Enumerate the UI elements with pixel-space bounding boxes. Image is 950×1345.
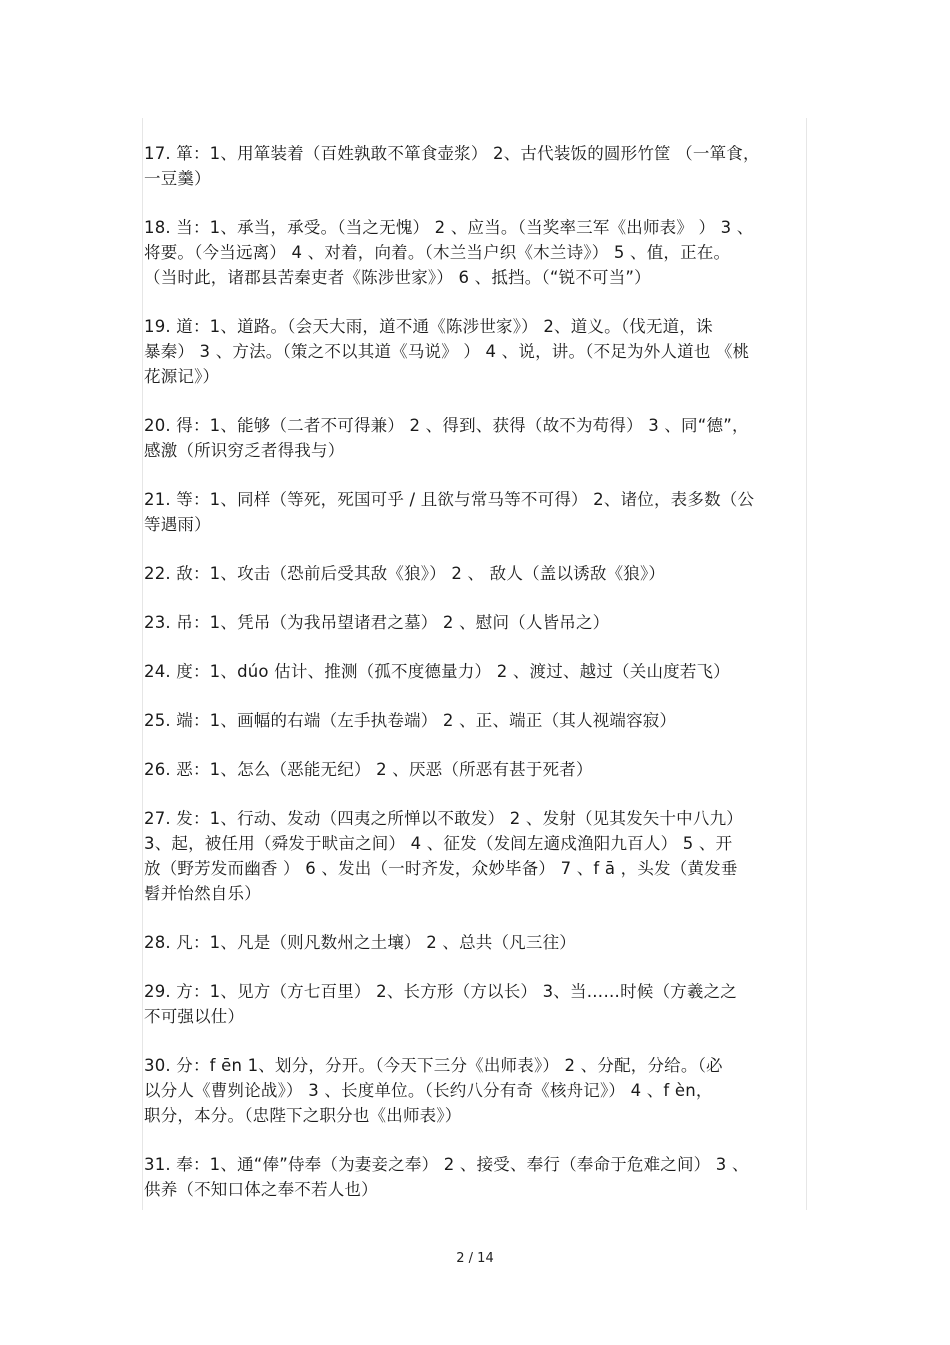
- entry-spacer: [144, 635, 808, 659]
- entry-text-line: 30. 分：f ēn 1、划分，分开。（今天下三分《出师表》） 2 、分配，分给。（必: [144, 1056, 723, 1075]
- entry-text-line: 感激（所识穷乏者得我与）: [144, 441, 345, 460]
- entry-spacer: [144, 1128, 808, 1152]
- vocabulary-entry: [144, 806, 808, 906]
- vocabulary-entry: [144, 708, 808, 733]
- entry-text-line: （当时此，诸郡县苦秦吏者《陈涉世家》） 6 、抵挡。（“锐不可当”）: [144, 268, 651, 287]
- entry-spacer: [144, 463, 808, 487]
- entry-text-line: 20. 得：1、能够（二者不可得兼） 2 、得到、获得（故不为苟得） 3 、同“德”，: [144, 416, 749, 435]
- vocabulary-entry-list: [144, 141, 808, 1202]
- vocabulary-entry: [144, 141, 808, 191]
- entry-text-line: 不可强以仕）: [144, 1007, 245, 1026]
- entry-text-line: 3、起，被任用（舜发于畎亩之间） 4 、征发（发闾左適戍渔阳九百人） 5 、开: [144, 834, 733, 853]
- entry-text-line: 以分人《曹刿论战》） 3 、长度单位。（长约八分有奇《核舟记》） 4 、f èn，: [144, 1081, 713, 1100]
- entry-text-line: 22. 敌：1、攻击（恐前后受其敌《狼》） 2 、 敌人（盖以诱敌《狼》）: [144, 564, 666, 583]
- entry-spacer: [144, 290, 808, 314]
- entry-text-line: 25. 端：1、画幅的右端（左手执卷端） 2 、正、端正（其人视端容寂）: [144, 711, 677, 730]
- entry-text-line: 18. 当：1、承当，承受。（当之无愧） 2 、应当。（当奖率三军《出师表》 ） 3 、: [144, 218, 754, 237]
- vocabulary-entry: [144, 487, 808, 537]
- entry-spacer: [144, 537, 808, 561]
- vocabulary-entry: [144, 757, 808, 782]
- vocabulary-entry: [144, 610, 808, 635]
- entry-text-line: 26. 恶：1、怎么（恶能无纪） 2 、厌恶（所恶有甚于死者）: [144, 760, 593, 779]
- entry-text-line: 21. 等：1、同样（等死，死国可乎 / 且欲与常马等不可得） 2、诸位，表多数（公: [144, 490, 755, 509]
- entry-spacer: [144, 906, 808, 930]
- vocabulary-entry: [144, 314, 808, 389]
- vocabulary-entry: [144, 561, 808, 586]
- entry-text-line: 17. 箪：1、用箪装着（百姓孰敢不箪食壶浆） 2、古代装饭的圆形竹筐 （一箪食，: [144, 144, 760, 163]
- entry-text-line: 29. 方：1、见方（方七百里） 2、长方形（方以长） 3、当……时候（方羲之之: [144, 982, 737, 1001]
- vocabulary-entry: [144, 413, 808, 463]
- entry-text-line: 等遇雨）: [144, 515, 211, 534]
- entry-text-line: 髫并怡然自乐）: [144, 884, 261, 903]
- entry-spacer: [144, 191, 808, 215]
- entry-spacer: [144, 586, 808, 610]
- entry-text-line: 27. 发：1、行动、发动（四夷之所惮以不敢发） 2 、发射（见其发矢十中八九）: [144, 809, 743, 828]
- entry-text-line: 23. 吊：1、凭吊（为我吊望诸君之墓） 2 、慰问（人皆吊之）: [144, 613, 610, 632]
- entry-text-line: 供养（不知口体之奉不若人也）: [144, 1180, 378, 1199]
- entry-text-line: 将要。（今当远离） 4 、对着，向着。（木兰当户织《木兰诗》） 5 、值，正在。: [144, 243, 731, 262]
- vocabulary-entry: [144, 1152, 808, 1202]
- vocabulary-entry: [144, 930, 808, 955]
- entry-spacer: [144, 1029, 808, 1053]
- vocabulary-entry: [144, 659, 808, 684]
- entry-text-line: 一豆羹）: [144, 169, 211, 188]
- vocabulary-entry: [144, 215, 808, 290]
- entry-text-line: 暴秦） 3 、方法。（策之不以其道《马说》 ） 4 、说，讲。（不足为外人道也 《桃: [144, 342, 750, 361]
- entry-spacer: [144, 733, 808, 757]
- entry-text-line: 职分，本分。（忠陛下之职分也《出师表》）: [144, 1106, 462, 1125]
- entry-spacer: [144, 389, 808, 413]
- entry-text-line: 31. 奉：1、通“俸”侍奉（为妻妾之奉） 2 、接受、奉行（奉命于危难之间） 3 、: [144, 1155, 749, 1174]
- entry-text-line: 19. 道：1、道路。（会天大雨，道不通《陈涉世家》） 2、道义。（伐无道，诛: [144, 317, 713, 336]
- entry-spacer: [144, 684, 808, 708]
- entry-text-line: 24. 度：1、dúo 估计、推测（孤不度德量力） 2 、渡过、越过（关山度若飞）: [144, 662, 730, 681]
- entry-text-line: 28. 凡：1、凡是（则凡数州之土壤） 2 、总共（凡三往）: [144, 933, 576, 952]
- page-left-border: [142, 118, 143, 1210]
- page-number: 2 / 14: [456, 1251, 494, 1266]
- entry-spacer: [144, 782, 808, 806]
- vocabulary-entry: [144, 979, 808, 1029]
- entry-text-line: 花源记》）: [144, 367, 220, 386]
- entry-spacer: [144, 955, 808, 979]
- entry-text-line: 放（野芳发而幽香 ） 6 、发出（一时齐发，众妙毕备） 7 、f ā ，头发（黄发垂: [144, 859, 738, 878]
- vocabulary-entry: [144, 1053, 808, 1128]
